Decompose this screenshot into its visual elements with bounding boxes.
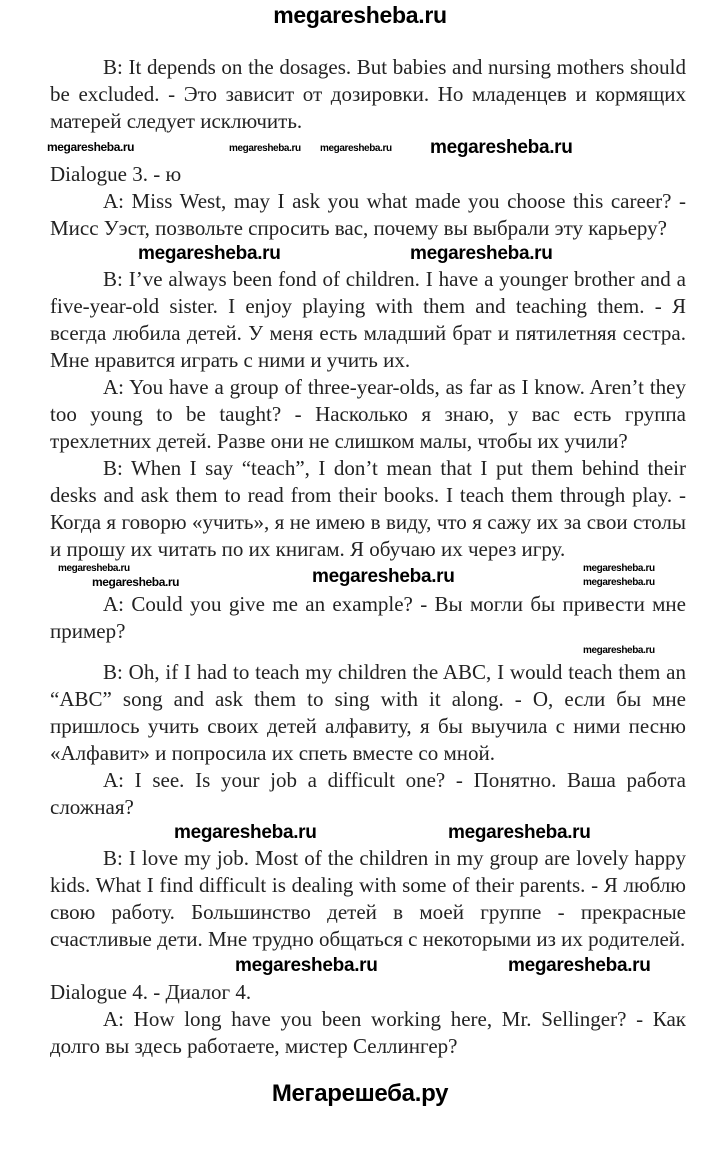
watermark: megaresheba.ru — [448, 822, 591, 843]
paragraph: B: It depends on the dosages. But babies and nursing mothers should be excluded. - Это зависит от дозировки. Но младенцев и кормящих матерей следует исключить. — [50, 55, 686, 133]
watermark: megaresheba.ru — [320, 143, 392, 154]
watermark-row — [0, 821, 720, 845]
watermark: megaresheba.ru — [583, 577, 655, 588]
watermark: megaresheba.ru — [312, 566, 455, 587]
paragraph: B: Oh, if I had to teach my children the ABC, I would teach them an “ABC” song and ask them to sing with it along. - О, если бы мне пришлось учить своих детей алфавиту, я бы выучила с ними песню «Алфавит» и попросила их спеть вместе со мной. — [50, 660, 686, 765]
watermark: megaresheba.ru — [583, 563, 655, 574]
watermark: megaresheba.ru — [430, 137, 573, 158]
paragraph: B: When I say “teach”, I don’t mean that I put them behind their desks and ask them to read from their books. I teach them through play. - Когда я говорю «учить», я не имею в виду, что я сажу их за свои столы и прошу их читать по их книгам. Я обучаю их через игру. — [50, 456, 686, 561]
paragraph: A: You have a group of three-year-olds, as far as I know. Aren’t they too young to be taught? - Насколько я знаю, у вас есть группа трехлетних детей. Разве они не слишком малы, чтобы их учили? — [50, 375, 686, 453]
watermark-row — [0, 242, 720, 266]
watermark: megaresheba.ru — [229, 143, 301, 154]
watermark-row — [0, 645, 720, 659]
paragraph: B: I’ve always been fond of children. I have a younger brother and a five-year-old sister. I enjoy playing with them and teaching them. - Я всегда любила детей. У меня есть младший брат и пятилетняя сестра. Мне нравится играть с ними и учить их. — [50, 267, 686, 372]
watermark: megaresheba.ru — [138, 243, 281, 264]
watermark: megaresheba.ru — [58, 563, 130, 574]
watermark: megaresheba.ru — [47, 140, 135, 154]
watermark: megaresheba.ru — [174, 822, 317, 843]
watermark-row — [0, 135, 720, 161]
document-body — [0, 54, 720, 1066]
paragraph: A: Could you give me an example? - Вы могли бы привести мне пример? — [50, 592, 686, 643]
watermark: megaresheba.ru — [583, 645, 655, 656]
dialogue-heading: Dialogue 3. - ю — [50, 162, 182, 186]
watermark-row — [0, 953, 720, 979]
paragraph: A: I see. Is your job a difficult one? - Понятно. Ваша работа сложная? — [50, 768, 686, 819]
watermark-row — [0, 563, 720, 591]
paragraph: A: How long have you been working here, Mr. Sellinger? - Как долго вы здесь работаете, мистер Селлингер? — [50, 1007, 686, 1058]
watermark: megaresheba.ru — [410, 243, 553, 264]
dialogue-heading: Dialogue 4. - Диалог 4. — [50, 980, 252, 1004]
watermark: megaresheba.ru — [508, 955, 651, 976]
watermark: megaresheba.ru — [235, 955, 378, 976]
paragraph: B: I love my job. Most of the children in my group are lovely happy kids. What I find difficult is dealing with some of their parents. - Я люблю свою работу. Большинство детей в моей группе - прекрасные счастливые дети. Мне трудно общаться с некоторыми из их родителей. — [50, 846, 686, 951]
paragraph: A: Miss West, may I ask you what made you choose this career? - Мисс Уэст, позвольте спросить вас, почему вы выбрали эту карьеру? — [50, 189, 686, 240]
footer-watermark: Мегарешеба.ру — [271, 1080, 449, 1107]
watermark: megaresheba.ru — [92, 575, 180, 589]
header-watermark: megaresheba.ru — [273, 2, 447, 28]
